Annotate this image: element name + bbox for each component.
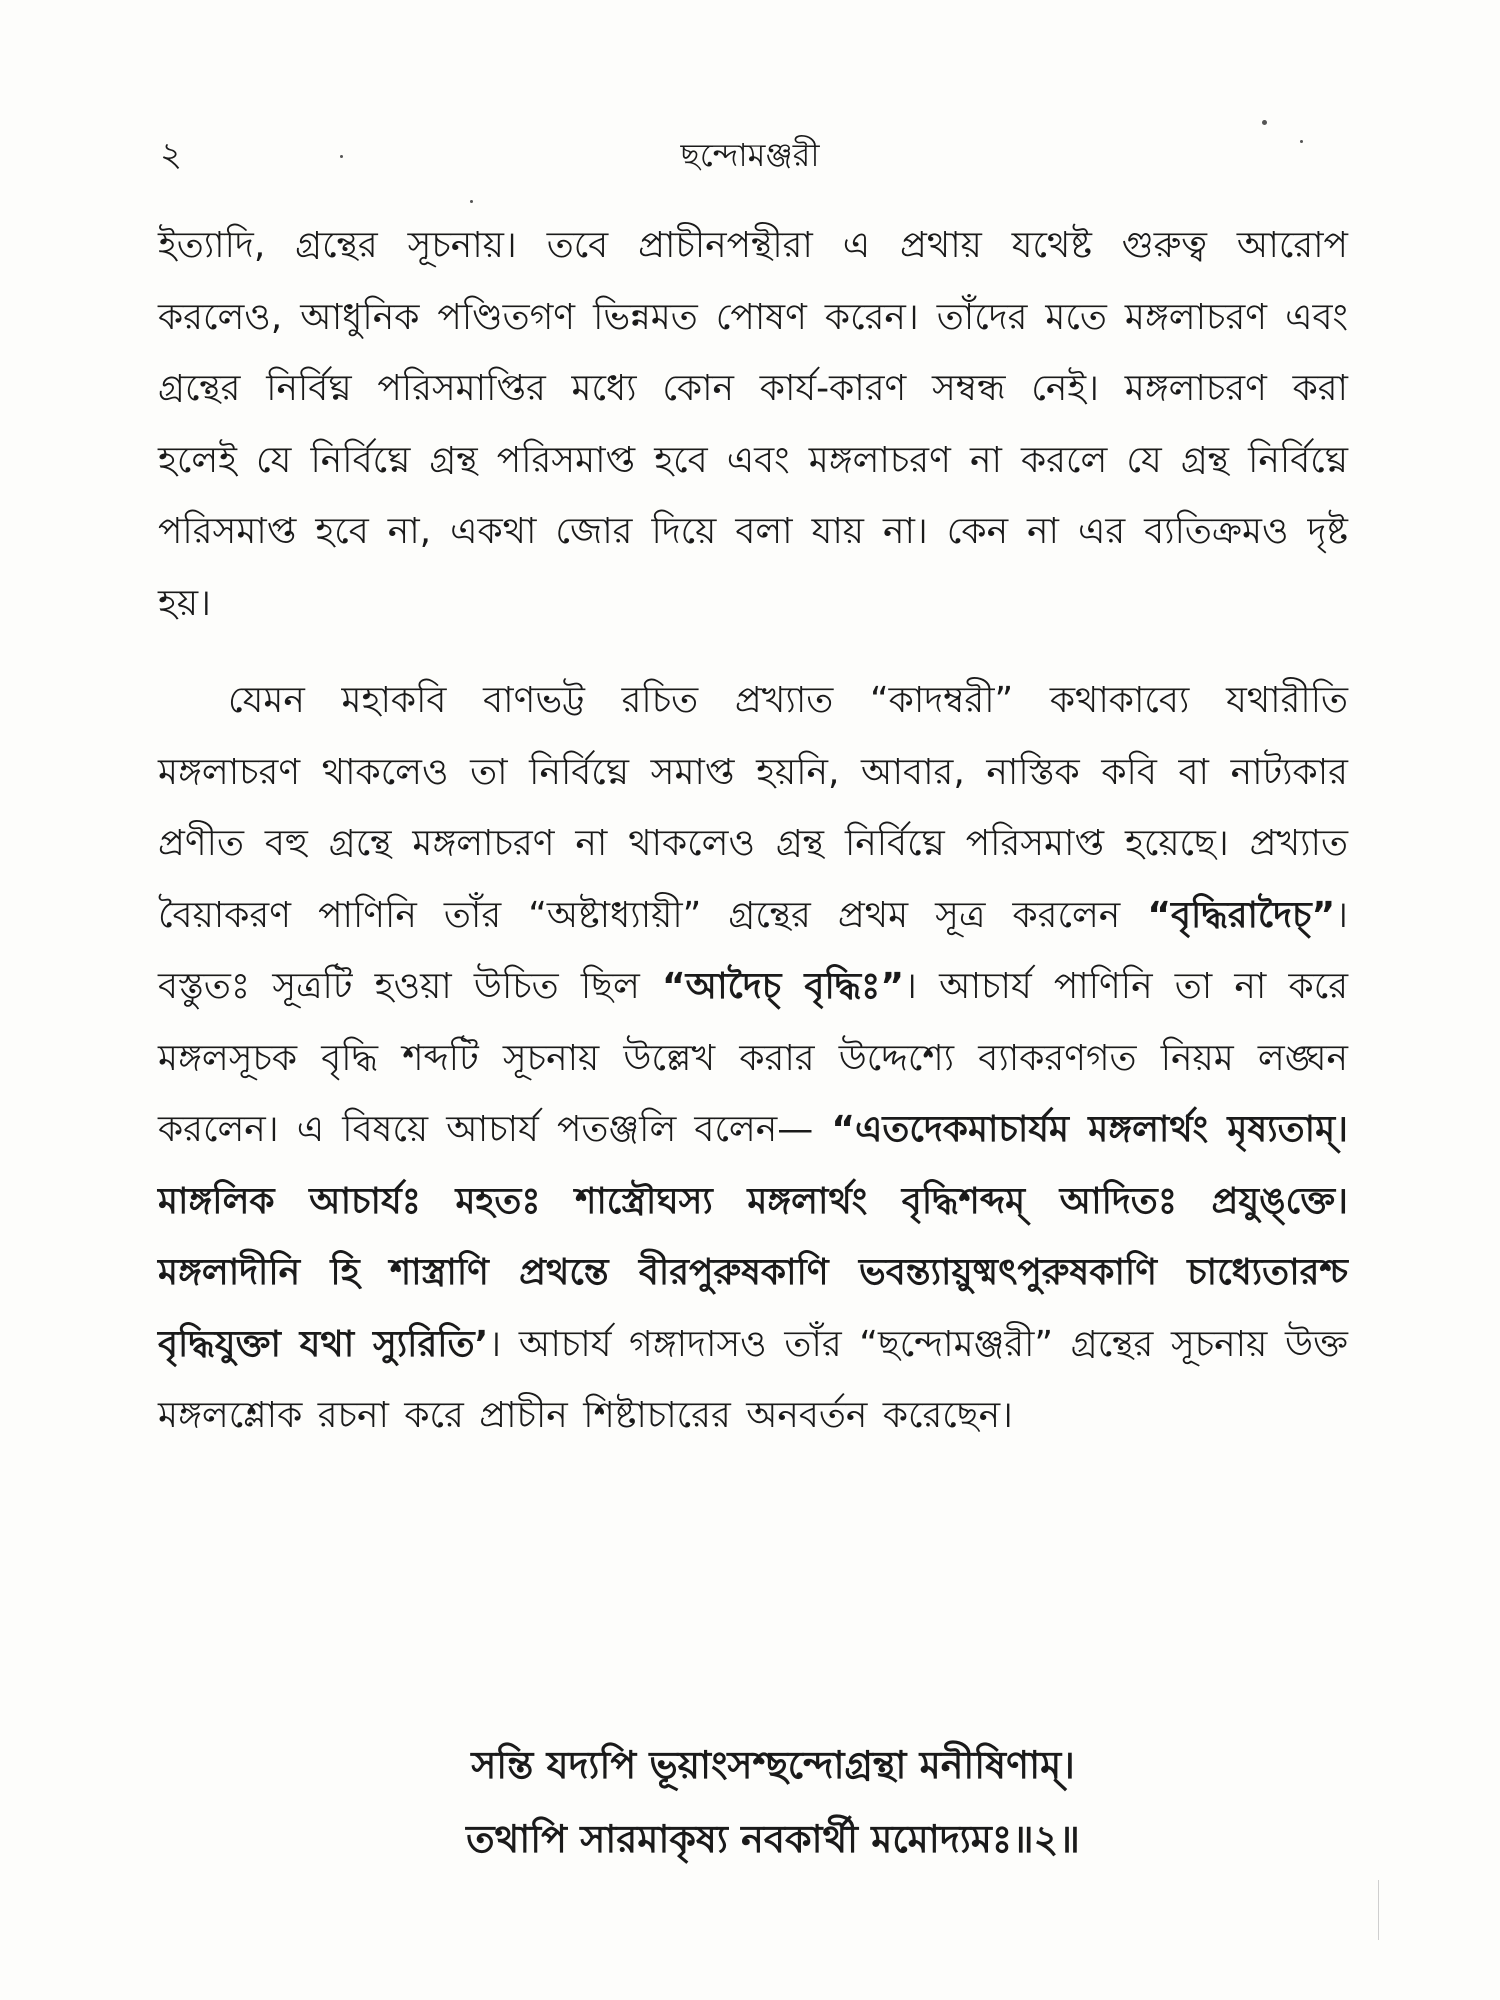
page-number: ২ [160, 135, 183, 175]
paragraph-2 [158, 665, 1348, 1452]
paragraph-2-text-2: । বস্তুতঃ সূত্রটি হওয়া উচিত ছিল [158, 894, 1348, 1007]
paragraph-2-text-3: । আচার্য পাণিনি তা না করে মঙ্গলসূচক বৃদ্ধি শব্দটি সূচনায় উল্লেখ করার উদ্দেশ্যে ব্যাকরণগত নিয়ম লঙ্ঘন করলেন। এ বিষয়ে আচার্য পতঞ্জলি বলেন— [158, 966, 1348, 1150]
verse-line-2: তথাপি সারমাকৃষ্য নবকার্থী মমোদ্যমঃ॥২॥ [466, 1817, 1080, 1861]
sutra-vriddhiradaich: “বৃদ্ধিরাদৈচ্” [1147, 894, 1336, 936]
paragraph-2-text-1: যেমন মহাকবি বাণভট্ট রচিত প্রখ্যাত “কাদম্বরী” কথাকাব্যে যথারীতি মঙ্গলাচরণ থাকলেও তা নির্বিঘ্নে সমাপ্ত হয়নি, আবার, নাস্তিক কবি বা নাট্যকার প্রণীত বহু গ্রন্থে মঙ্গলাচরণ না থাকলেও গ্রন্থ নির্বিঘ্নে পরিসমাপ্ত হয়েছে। প্রখ্যাত বৈয়াকরণ পাণিনি তাঁর “অষ্টাধ্যায়ী” গ্রন্থের প্রথম সূত্র করলেন [158, 680, 1348, 936]
paragraph-2-text-4: । আচার্য গঙ্গাদাসও তাঁর “ছন্দোমঞ্জরী” গ্রন্থের সূচনায় উক্ত মঙ্গলশ্লোক রচনা করে প্রাচীন শিষ্টাচারের অনবর্তন করেছেন। [158, 1323, 1348, 1436]
body-text [158, 210, 1348, 1452]
print-speck [1262, 120, 1267, 125]
margin-mark [1378, 1880, 1379, 1940]
sutra-adaich-vriddhih: “আদৈচ্ বৃদ্ধিঃ” [662, 966, 905, 1007]
print-speck [340, 155, 343, 158]
print-speck [1300, 140, 1303, 143]
page-header [160, 130, 1340, 180]
patanjali-quote: “এতদেকমাচার্যম মঙ্গলার্থং মৃষ্যতাম্। মাঙ্গলিক আচার্যঃ মহতঃ শাস্ত্রৌঘস্য মঙ্গলার্থং বৃদ্ধিশব্দম্ আদিতঃ প্রযুঙ্‌ক্তে। মঙ্গলাদীনি হি শাস্ত্রাণি প্রথন্তে বীরপুরুষকাণি ভবন্ত্যায়ুষ্মৎপুরুষকাণি চাধ্যেতারশ্চ বৃদ্ধিযুক্তা যথা স্যুরিতি’ [158, 1109, 1348, 1365]
verse-line-1: সন্তি যদ্যপি ভূয়াংসশ্ছন্দোগ্রন্থা মনীষিণাম্। [471, 1743, 1075, 1787]
print-speck [470, 200, 473, 203]
paragraph-1: ইত্যাদি, গ্রন্থের সূচনায়। তবে প্রাচীনপন্থীরা এ প্রথায় যথেষ্ট গুরুত্ব আরোপ করলেও, আধুনিক পণ্ডিতগণ ভিন্নমত পোষণ করেন। তাঁদের মতে মঙ্গলাচরণ এবং গ্রন্থের নির্বিঘ্ন পরিসমাপ্তির মধ্যে কোন কার্য-কারণ সম্বন্ধ নেই। মঙ্গলাচরণ করা হলেই যে নির্বিঘ্নে গ্রন্থ পরিসমাপ্ত হবে এবং মঙ্গলাচরণ না করলে যে গ্রন্থ নির্বিঘ্নে পরিসমাপ্ত হবে না, একথা জোর দিয়ে বলা যায় না। কেন না এর ব্যতিক্রমও দৃষ্ট হয়। [158, 225, 1348, 624]
running-title: ছন্দোমঞ্জরী [680, 136, 820, 174]
verse-block [158, 1728, 1348, 1876]
